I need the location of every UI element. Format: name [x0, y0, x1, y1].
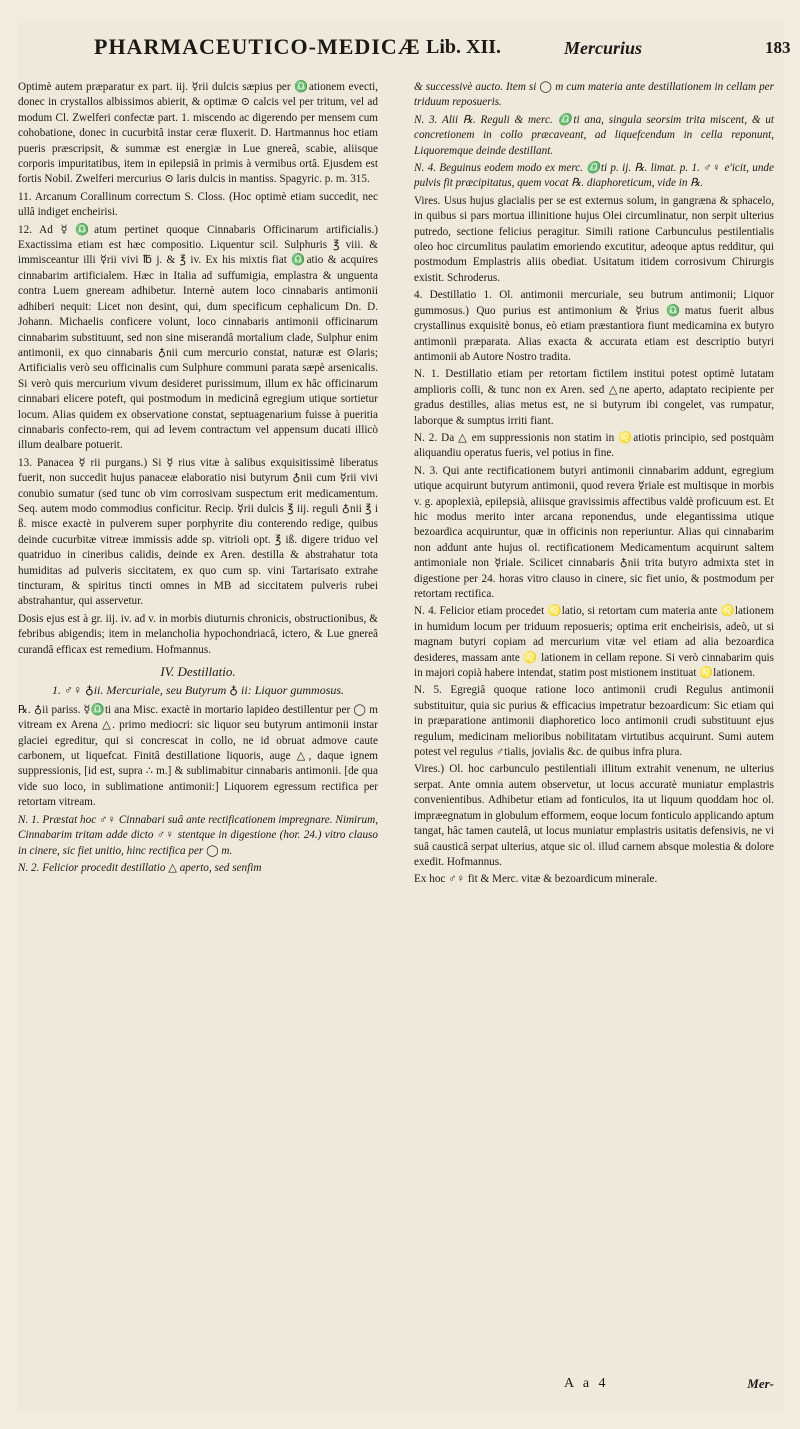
right-paragraph: N. 5. Egregiâ quoque ratione loco antimonii crudi Regulus antimonii substituitur, quia sic purius & efficacius impetratur bezoardicum: Sic etiam qui in præparatione antimonii diaphoretico loco antimonii crudi substituunt ejus regulum, medicinam melioribus nobilitatam virtutibus acquirunt. Sumi autem potest vel regulus ♂tialis, jovialis &c. de quibus infra plura.: [414, 684, 774, 759]
left-paragraph: 13. Panacea ☿ rii purgans.) Si ☿ rius vitæ à salibus exquisitissimè liberatus fuerit, non succedit hujus panaceæ elaboratio nisi butyrum ♁nii cum ☿rii vivi conubio sumatur (sed tunc ob vim corrosivam suspectum erit medicamentum. Seq. autem modo commodius conficitur. Recip. ☿rii dulcis ℥ iij. reguli ♁nii ℥ i ß. misce exactè in pulverem super porphyrite diu conterendo redige, quibus deinde cucurbitæ vitreæ immissis adde sp. vitrioli opt. ℥ iß. digere triduo vel quatriduo in cineribus calidis, deinde ex Aren. destilla & abstrahatur tota humiditas ad pulveris siccitatem, ex quo cum sp. vini Tartarisato extrahe tincturam, & spiritus tincti omnes in MB ad siccitatem pulveris rubei abstrahantur, qui asservetur.: [18, 456, 378, 608]
left-paragraph: 12. Ad ☿ ♎atum pertinet quoque Cinnabaris Officinarum artificialis.) Exactissima etiam est hæc compositio. Liquentur scil. Sulphuris ℥ viii. & immisceantur illi ☿rii vivi ℔ j. & ℥ iv. Ex his mixtis fiat ♎atio & acquires cinnabarim artificialem. Hæc in Italia ad suffumigia, emplastra & unguenta contra Luem gneream adhibetur. Internè autem loco cinnabaris antimonii adhiberi nequit: Licet non desint, qui, dum specificum cephalicum Dn. D. Johann. Michaelis conficere volunt, loco cinnabaris antimonii officinarum cinnabarim substituunt, sed non sine miserandâ mortalium clade, Sulphur enim antimonii, ex quo cinnabaris ♁nii cum mercurio constat, naturæ est ⊙laris; Artificialis verò seu officinalis cum Sulphure communi parata sæpè arsenicalis. Si verò quis mercurium vivum desideret purissimum, illum ex hâc officinarum cinnabari elicere poteft, qui postmodum in medicinâ egregium utique sortietur locum. Alias quidem ex observatione constat, septuagenarium fuisse à pueritia cinnabaris confecto-rem, qui ad levem contractum vel appensum ducati illicò illum dealbare potuerit.: [18, 223, 378, 452]
left-paragraph: IV. Destillatio.: [160, 664, 236, 680]
catchword: Mer-: [747, 1376, 774, 1391]
right-paragraph: Vires. Usus hujus glacialis per se est externus solum, in gangræna & sphacelo, in quibus si pars mortua illinitione hujus Olei circumlinatur, non serpit ulterius putredo, sectione felicius peragitur. Simili ratione Carbunculus pestilentialis oleo hoc circumlitus paulatim emoriendo excutitur, adeoque aptus redditur, qui postmodum Emplastris aliis obediat. Usitatum itidem corrosivum Chirurgis existit. Schroderus.: [414, 194, 774, 284]
right-column: [414, 80, 774, 890]
left-paragraph: N. 2. Felicior procedit destillatio △ aperto, sed senfim: [18, 861, 262, 874]
right-paragraph: 4. Destillatio 1. Ol. antimonii mercuriale, seu butrum antimonii; Liquor gummosus.) Quo purius est antimonium & ☿rius ♎matus fuerit albus crystallinus exquisitè bonus, eò etiam præstantiora fiunt medicamina ex butyro antimonii præparata. Alias exacta & accurata etiam est descriptio butyri antimonii ab Autore Nostro tradita.: [414, 289, 774, 363]
signature-mark: A a 4: [564, 1376, 609, 1391]
right-paragraph: Vires.) Ol. hoc carbunculo pestilentiali illitum extrahit venenum, ne ulterius serpat. Ante omnia autem observetur, ut locus accuratè muniatur emplastris convenientibus. Adhibetur etiam ad fonticulos, ita ut liquum quoddam hoc ol. impræegnatum in globulum efformem, eoque locum fonticulo applicando aptum tangat, hâc tamen cautelâ, ut locus muniatur emplastris usitatis defensivis, ne vi suâ causticâ serpat ulterius, atque sic ol. illud carnem absque molestia & dolore exedit. Hofmannus.: [414, 763, 774, 868]
page-footer: [414, 1354, 774, 1394]
right-paragraph: Ex hoc ♂♀ fit & Merc. vitæ & bezoardicum minerale.: [414, 873, 658, 886]
right-paragraph: N. 1. Destillatio etiam per retortam fictilem institui potest optimè lutatam amplioris colli, & tunc non ex Aren. sed △ne aperto, adaptato recipiente per gradus destilles, alias metus est, ne si butyrum ibi congelet, vas rumpatur, laborque & sumptus irriti fiant.: [414, 368, 774, 427]
left-paragraph: ℞. ♁ii pariss. ☿♎ti ana Misc. exactè in mortario lapideo destillentur per ◯ m vitream ex Arena △. primo mediocri: sic liquor seu butyrum antimonii instar glaciei egreditur, qui si concrescat in collo, ne id obruat admove caute carbonem, ut liquefcat. Finitâ destillatione liquoris, auge △, daque ignem suppressionis, [id est, supra ∴ m.] & sublimabitur cinnabaris antimonii. [de qua vide suo loco, in sublimatione antimonii:] Liquorem egressum rectifica per retortam vitream.: [18, 703, 378, 809]
right-paragraph: N. 3. Alii ℞. Reguli & merc. ♎ti ana, singula seorsim trita miscent, & ut concretionem in collo præcaveant, ad liquefcendum in cella reponunt, Liquoremque deinde destillant.: [414, 113, 774, 157]
left-paragraph: 1. ♂♀ ♁ii. Mercuriale, seu Butyrum ♁ ii: Liquor gummosus.: [51, 683, 345, 698]
left-paragraph: Dosis ejus est à gr. iij. iv. ad v. in morbis diuturnis chronicis, obstructionibus, & febribus abigendis; item in melancholia hypochondriacâ, ictero, & Lue gnereâ curandâ efficax est remedium. Hofmannus.: [18, 612, 378, 656]
running-title: PHARMACEUTICO-MEDICÆ: [94, 34, 421, 59]
running-header: [24, 30, 791, 70]
right-paragraph: N. 4. Beguinus eodem modo ex merc. ♎ti p. ij. ℞. limat. p. 1. ♂♀ e'icit, unde pulvis fit præcipitatus, quem vocat ℞. diaphoreticum, vide in ℞.: [414, 162, 774, 190]
page-number: 183: [765, 38, 791, 57]
book-page: [18, 22, 791, 1412]
right-paragraph: & successivè aucto. Item si ◯ m cum materia ante destillationem in cellam per triduum reposueris.: [414, 81, 774, 109]
left-column: [18, 80, 378, 878]
book-number: Lib. XII.: [426, 36, 502, 58]
left-paragraph: N. 1. Præstat hoc ♂♀ Cinnabari suâ ante rectificationem impregnare. Nimirum, Cinnabarim tritam adde dicto ♂♀ stentque in digestione (hor. 24.) vitro clauso in cinere, sic fiet unitio, hinc rectifica per ◯ m.: [18, 813, 378, 857]
running-topic: Mercurius: [564, 38, 643, 58]
left-paragraph: 11. Arcanum Corallinum correctum S. Closs. (Hoc optimè etiam succedit, nec ullâ indiget encheirisi.: [18, 190, 378, 219]
right-paragraph: N. 4. Felicior etiam procedet ♌latio, si retortam cum materia ante ♌lationem in humidum locum per triduum reposueris; optima erit encheirisis, adeò, ut si magnam butyri copiam ad mercurium vitæ vel etiam ad alia bezoardica desideres, massam ante ♌ lationem in cellam repone. Si verò cinnabarim quis in majori copià habere intendat, statim post mistionem instituat ♌lationem.: [414, 605, 774, 680]
right-paragraph: N. 3. Qui ante rectificationem butyri antimonii cinnabarim addunt, egregium utique acquirunt butyrum antimonii, quod revera ☿riale est multisque in morbis v. g. apoplexià, epilepsià, aliisque gravissimis affectibus valdè proficuum est. Et hic modus merito inter arcana reponendus, unde elegantissima utique bezoardica acquiruntur, quæ in officinis non reperiuntur. Alias qui cinnabarim non addunt ante hujus ol. rectificationem Medicamentum acquirunt saltem antimoniale non ☿riale. Scilicet cinnabaris ♁nii trita butyro admixta stet in digestione per 24. horas vitro clauso in cinere, sic fiet unio, & postmodum per retortam rectifica.: [414, 464, 774, 600]
left-paragraph: Optimè autem præparatur ex part. iij. ☿rii dulcis sæpius per ♎ationem evecti, donec in crystallos albissimos abierit, & optimæ ⊙ calcis vel per tritum, vel ad modum Cl. Zwelferi confectæ part. 1. miscendo ac digerendo per mensem cum cohobatione, donec in cucurbitâ instar ceræ fluxerit. D. Hartmannus hoc etiam pueris præscripsit, & summæ est energiæ in Lue gnereâ, scabie, aliisque corporis impuritatibus, item in epilepsiâ in primis à vermibus ortâ. Ejusdem est fortis Nobil. Zwelferi mercurius ⊙ laris dulcis in mantiss. Spagyric. p. m. 315.: [18, 81, 378, 186]
right-paragraph: N. 2. Da △ em suppressionis non statim in ♌atiotis principio, sed postquàm aliquandiu operatus fueris, vel potius in fine.: [414, 431, 774, 460]
